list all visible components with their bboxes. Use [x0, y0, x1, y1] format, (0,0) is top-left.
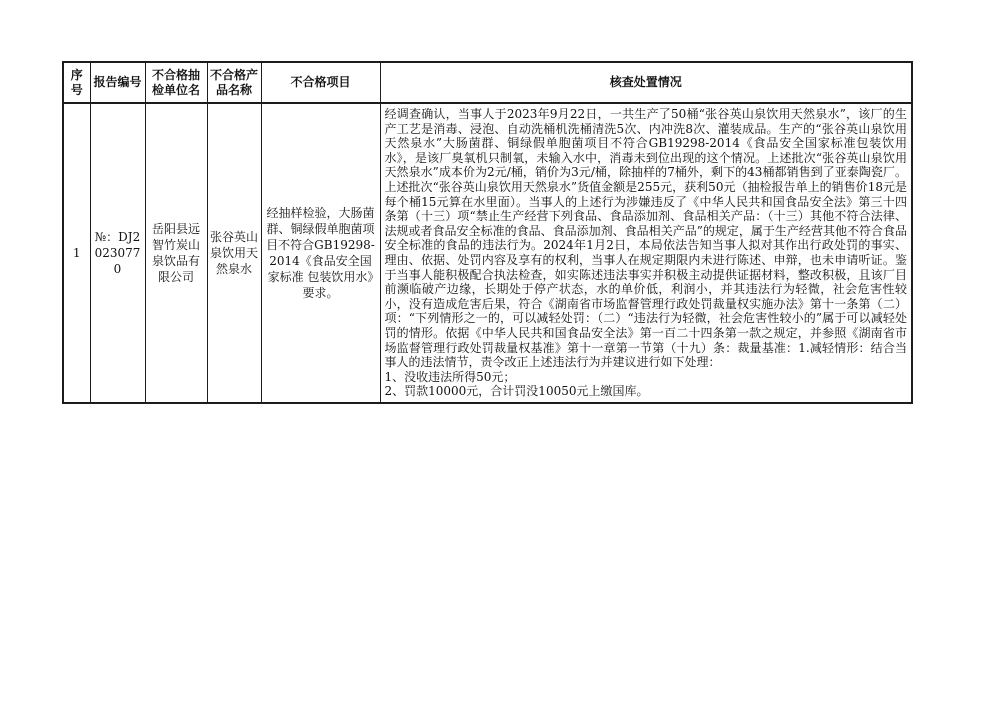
inspection-disposal-table — [62, 61, 913, 404]
column-header-product-name: 不合格产品名称 — [207, 62, 261, 103]
cell-product-name: 张谷英山泉饮用天然泉水 — [207, 103, 261, 403]
cell-disposal — [380, 103, 912, 403]
table-row — [63, 103, 912, 403]
cell-unit-name: 岳阳县远智竹炭山泉饮品有限公司 — [145, 103, 207, 403]
column-header-report-no: 报告编号 — [90, 62, 145, 103]
cell-report-no: №：DJ20230770 — [90, 103, 145, 403]
cell-seq: 1 — [63, 103, 90, 403]
column-header-failed-items: 不合格项目 — [261, 62, 380, 103]
column-header-disposal: 核查处置情况 — [380, 62, 912, 103]
column-header-seq: 序号 — [63, 62, 90, 103]
table-header-row — [63, 62, 912, 103]
cell-failed-items: 经抽样检验，大肠菌群、铜绿假单胞菌项目不符合GB19298-2014《食品安全国家标准 包装饮用水》要求。 — [261, 103, 380, 403]
disposal-penalty-line-2: 2、罚款10000元，合计罚没10050元上缴国库。 — [384, 384, 649, 399]
disposal-paragraph: 经调查确认，当事人于2023年9月22日，一共生产了50桶“张谷英山泉饮用天然泉水”，该厂的生产工艺是消毒、浸泡、自动洗桶机洗桶清洗5次、内冲洗8次、灌装成品。生产的“张谷英山泉饮用天然泉水”大肠菌群、铜绿假单胞菌项目不符合GB19298-2014《食品安全国家标准包装饮用水》，是该厂臭氧机只制氧，未输入水中，消毒未到位出现的这个情况。上述批次“张谷英山泉饮用天然泉水”成本价为2元/桶，销价为3元/桶，除抽样的7桶外，剩下的43桶都销售到了亚泰陶瓷厂。上述批次“张谷英山泉饮用天然泉水”货值金额是255元，获利50元（抽检报告单上的销售价18元是每个桶15元算在水里面）。当事人的上述行为涉嫌违反了《中华人民共和国食品安全法》第三十四条第（十三）项“禁止生产经营下列食品、食品添加剂、食品相关产品：（十三）其他不符合法律、法规或者食品安全标准的食品、食品添加剂、食品相关产品”的规定，属于生产经营其他不符合食品安全标准的食品的违法行为。2024年1月2日，本局依法告知当事人拟对其作出行政处罚的事实、理由、依据、处罚内容及享有的权利，当事人在规定期限内未进行陈述、申辩，也未申请听证。鉴于当事人能积极配合执法检查，如实陈述违法事实并积极主动提供证据材料，整改积极，且该厂目前濒临破产边缘，长期处于停产状态，水的单价低，利润小，并其违法行为轻微，社会危害性较小，没有造成危害后果，符合《湖南省市场监督管理行政处罚裁量权实施办法》第十一条第（二）项：“下列情形之一的，可以减轻处罚：（二）“违法行为轻微，社会危害性较小的”属于可以减轻处罚的情形。依据《中华人民共和国食品安全法》第一百二十四条第一款之规定，并参照《湖南省市场监督管理行政处罚裁量权基准》第十一章第一节第（十九）条：裁量基准：1.减轻情形：结合当事人的违法情节，责令改正上述违法行为并建议进行如下处理： — [384, 107, 907, 370]
disposal-penalty-line-1: 1、没收违法所得50元； — [384, 369, 516, 384]
column-header-unit-name: 不合格抽检单位名 — [145, 62, 207, 103]
